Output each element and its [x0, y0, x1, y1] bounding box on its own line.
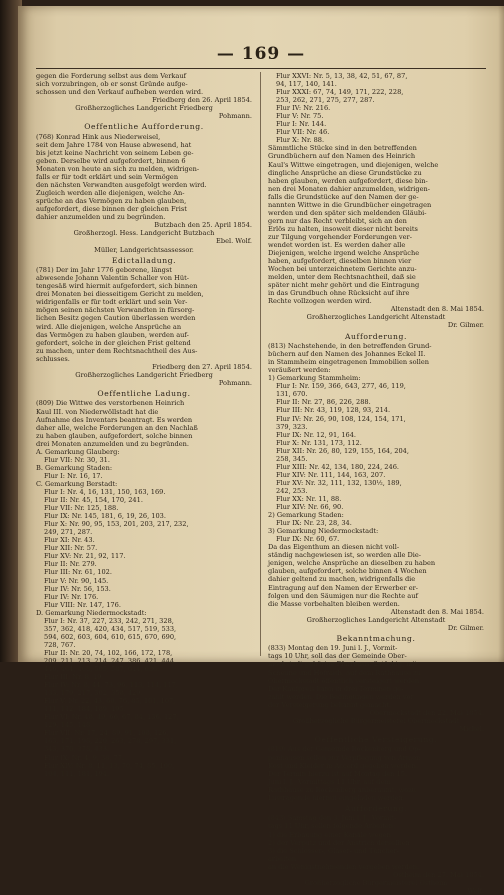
paragraph-line: zu haben glauben, aufgefordert, solche binnen: [36, 431, 193, 440]
parcel-list-line: Flur IX: Nr. 23, 28, 34.: [276, 519, 352, 528]
signature-line: Friedberg den 27. April 1854.: [152, 362, 252, 371]
signature-line: Altenstadt den 8. Mai 1854.: [390, 305, 484, 314]
parcel-list-line: Flur II: Nr. 279.: [44, 560, 97, 569]
parcel-list-line: Flur III: Nr. 43, 119, 128, 93, 214.: [276, 406, 391, 415]
paragraph-line: Scheune und Hofraith, auf dem Rathhause zu: [268, 668, 421, 677]
parcel-list-line: 728, 767.: [44, 640, 76, 649]
parcel-list-line: 131, 670.: [276, 390, 308, 399]
parcel-list-line: Flur II: Nr. 27, 86, 226, 288.: [276, 398, 371, 407]
page-edge-shadow: [498, 6, 504, 662]
parcel-list-line: 163, 171, 198, 220, 263, 278, 297, 331,: [44, 737, 177, 746]
paragraph-line: schossen und den Verkauf aufheben werden wird.: [36, 88, 204, 97]
paragraph-line: sprüche an das Vermögen zu haben glauben,: [36, 197, 187, 206]
paragraph-line: gern nur das Recht verbleibt, sich an den: [268, 216, 407, 225]
paragraph-line: Juni l. J., Vormittags 11 Uhr, auf dem: [268, 777, 391, 786]
paragraph-line: bis jetzt keine Nachricht von seinem Leben ge-: [36, 148, 194, 157]
signature-line: Ebel. Wolf.: [216, 237, 252, 246]
section-heading: Oeffentliche Ladung.: [97, 388, 191, 398]
parcel-list-line: Flur XIII: Nr. 42, 134, 180, 224, 246.: [276, 462, 399, 471]
paragraph-line: falls die Grundstücke auf den Namen der ge-: [268, 192, 419, 201]
parcel-list-line: 249, 271, 287.: [44, 528, 93, 537]
section-heading: Oeffentliche Versteigerung.: [314, 734, 438, 744]
paragraph-line: an die Wenigstnehmenden vergeben werden.: [268, 862, 420, 871]
paragraph-line: lichen Besitz gegen Caution überlassen werden: [36, 314, 196, 323]
parcel-list-line: Flur III: Nr. 8, 19.: [44, 673, 104, 682]
parcel-list-line: Flur X: Nr. 88.: [276, 136, 325, 145]
paragraph-line: melden, unter dem Rechtsnachtheil, daß sie: [268, 273, 416, 282]
paragraph-line: Diejenigen, welche irgend welche Ansprüche: [268, 249, 420, 258]
page-number: — 169 —: [216, 44, 306, 64]
parcel-list-line: Flur VIII: Nr. 147, 176.: [44, 600, 121, 609]
parcel-list-line: Flur VII: Nr. 30, 31.: [44, 455, 110, 464]
signature-line: Altenstadt den 8. Mai 1854.: [390, 607, 484, 616]
paragraph-line: Der Kaufpreis kann in drei Terminen ge-: [268, 684, 404, 693]
parcel-list-line: Flur VI: Nr. 48, 49, 66, 67, 84, 136, 127,: [44, 713, 179, 722]
signature-line: Obermockstadt den 22. Mai 1854.: [369, 708, 484, 717]
paragraph-line: (768) Konrad Hink aus Niederweisel,: [36, 132, 161, 141]
parcel-list-line: 133, 179, 217, 302, 358, 429.: [44, 689, 143, 698]
parcel-list-line: Flur V: Nr. 22, 43, 60, 76, 85, 101, 107,: [44, 697, 176, 706]
paragraph-line: Kost und Kleider in Accord gegeben werden.: [268, 761, 418, 770]
parcel-list-line: Flur X: Nr. 131, 173, 112.: [276, 438, 362, 447]
parcel-list-line: Flur IV: Nr. 216.: [276, 104, 331, 113]
centered-line: Großherzogl. Hess. Landgericht Butzbach: [73, 229, 215, 238]
paragraph-line: dingliche Ansprüche an diese Grundstücke zu: [268, 168, 422, 177]
centered-line: Großherzogliches Landgericht Friedberg: [75, 104, 213, 113]
centered-line: Großherzogliche Bürgermeisterei Obermockstadt: [292, 716, 460, 725]
paragraph-line: nen drei Monaten dahier anzumelden, widrigen-: [268, 184, 430, 193]
signature-line: Ostheim den 27. Mai 1854.: [393, 870, 484, 879]
centered-line: Großherzogliches Landgericht Altenstadt: [306, 313, 446, 322]
parcel-list-line: Flur V: Nr. 75.: [276, 112, 324, 121]
paragraph-line: 1) Gemarkung Stammheim:: [268, 374, 361, 383]
paragraph-line: ständig nachgewiesen ist, so werden alle Die-: [268, 551, 422, 560]
parcel-list-line: Flur XV: Nr. 21, 92, 117.: [44, 552, 126, 561]
paragraph-line: (819) Aus der Gemeinde Rockenberg und Op-: [268, 745, 421, 754]
parcel-list-line: 104, 111, 181, 194.: [44, 769, 110, 778]
paragraph-line: Grundbüchern auf den Namen des Heinrich: [268, 152, 416, 161]
signature-line: Pohmann.: [218, 112, 252, 121]
parcel-list-line: 379, 323.: [276, 422, 308, 431]
paragraph-line: Sämmtliche Stücke sind in den betreffenden: [268, 144, 417, 153]
paragraph-line: Rathhause zu Rockenberg anberaumt, wozu: [268, 785, 416, 794]
parcel-list-line: 446, 464, 468, 505, 587, 614, 636.: [44, 665, 160, 674]
paragraph-line: penhausen sollen zur Verpflegung von Armen: [268, 753, 421, 762]
parcel-list-line: 209, 211, 213, 214, 247, 386, 421, 444,: [44, 656, 177, 665]
paragraph-line: Monaten von heute an sich zu melden, widrigen-: [36, 165, 200, 174]
parcel-list-line: Flur II: Nr. 45, 154, 170, 241.: [44, 496, 143, 505]
paragraph-line: (809) Die Wittwe des verstorbenen Heinrich: [36, 399, 185, 408]
parcel-list-line: Flur IV: Nr. 8, 44, 73, 96, 113, 114, 117,: [44, 681, 178, 690]
paragraph-line: Der Termin hierzu ist auf Montag den 15.: [268, 769, 408, 778]
parcel-list-line: Flur IX: Nr. 4, 9, 38, 77.: [44, 753, 125, 762]
paragraph-line: daher alle, welche Forderungen an den Nachlaß: [36, 423, 198, 432]
parcel-list-line: 129, 145, 148.: [44, 721, 93, 730]
paragraph-line: später nicht mehr gehört und die Eintragung: [268, 281, 420, 290]
centered-line: Großherzogliche Bürgermeisterei Ostheim: [304, 878, 448, 887]
signature-line: Dr. Gilmer.: [447, 321, 484, 330]
signature-line: Friedberg den 26. April 1854.: [152, 96, 252, 105]
paragraph-line: (813) Nachstehende, in den betreffenden Grund-: [268, 342, 432, 351]
paragraph-line: das Vermögen zu haben glauben, werden auf-: [36, 330, 189, 339]
paragraph-line: D. Gemarkung Niedermockstadt:: [36, 608, 147, 617]
column-divider: [260, 72, 261, 656]
signature-line: Wolf.: [467, 886, 484, 895]
paragraph-line: 3) die Schlosser-, Glaser- und Tüncher-: [268, 846, 399, 855]
paragraph-line: gefordert, solche in der gleichen Frist geltend: [36, 338, 191, 347]
signature-line: Butzbach den 25. April 1854.: [154, 221, 252, 230]
parcel-list-line: Flur XIV: Nr. 111, 144, 163, 207.: [276, 470, 386, 479]
paragraph-line: geben. Derselbe wird aufgefordert, binnen 6: [36, 157, 186, 166]
paragraph-line: B. Gemarkung Staden:: [36, 463, 113, 472]
parcel-list-line: Flur XI: Nr. 43.: [44, 536, 95, 545]
parcel-list-line: Flur X: Nr. 90, 95, 153, 201, 203, 217, 232,: [44, 520, 189, 529]
paragraph-line: der Versteigerung bekannt gemacht.: [268, 700, 391, 709]
parcel-list-line: Flur XIV: Nr. 8, 11, 13, 70, 74, 85, 100,: [44, 761, 175, 770]
paragraph-line: (843) Samstag den 3. Juni l. J., Vormit-: [268, 814, 397, 823]
section-heading: Aufforderung.: [344, 803, 408, 813]
parcel-list-line: Flur XX: Nr. 11, 88.: [276, 494, 342, 503]
paragraph-line: schlusses.: [36, 354, 70, 363]
parcel-list-line: Flur IV: Nr. 176.: [44, 592, 99, 601]
paragraph-line: 3) Gemarkung Niedermockstadt:: [268, 527, 379, 536]
parcel-list-line: 343, 370, 378, 433.: [44, 745, 110, 754]
right-column: [268, 72, 484, 895]
paragraph-line: falls er für todt erklärt und sein Vermögen: [36, 173, 179, 182]
paragraph-line: aufgefordert, diese binnen der gleichen Frist: [36, 205, 187, 214]
parcel-list-line: Flur IV: Nr. 26, 90, 108, 124, 154, 171,: [276, 414, 406, 423]
parcel-list-line: Flur IV: Nr. 56, 153.: [44, 584, 111, 593]
paragraph-line: drei Monaten bei diesseitigem Gericht zu melden,: [36, 290, 204, 299]
paragraph-line: büchern auf den Namen des Johannes Eckel II.: [268, 350, 426, 359]
paragraph-line: A. Gemarkung Glauberg:: [36, 447, 120, 456]
signature-line: Mickel.: [459, 724, 484, 733]
paragraph-line: tengesäß wird hiermit aufgefordert, sich binnen: [36, 282, 198, 291]
paragraph-line: haben glauben, werden aufgefordert, diese bin-: [268, 176, 428, 185]
parcel-list-line: Flur I: Nr. 16, 17.: [44, 471, 103, 480]
paragraph-line: Kaul III. von Niederwöllstadt hat die: [36, 407, 159, 416]
signature-line: Pohmann.: [218, 378, 252, 387]
paragraph-line: Lustragende hiermit eingeladen werden.: [268, 793, 405, 802]
paragraph-line: haben, aufgefordert, dieselben binnen vier: [268, 257, 412, 266]
parcel-list-line: Flur XXXI: 67, 74, 149, 171, 222, 228,: [276, 88, 404, 97]
parcel-list-line: 258, 345.: [276, 454, 308, 463]
paragraph-line: sich vorzubringen, ob er sonst Gründe aufge-: [36, 80, 188, 89]
centered-line: Müller, Landgerichtsassessor.: [94, 245, 194, 254]
parcel-list-line: Flur XII: Nr. 57.: [44, 544, 98, 553]
paragraph-line: drei Monaten anzumelden und zu begründen.: [36, 439, 189, 448]
section-heading: Edictalladung.: [111, 255, 177, 265]
paragraph-line: Eintragung auf den Namen der Erwerber er-: [268, 583, 418, 592]
paragraph-line: widrigenfalls er für todt erklärt und sein Ver-: [36, 298, 188, 307]
parcel-list-line: Flur I: Nr. 37, 227, 233, 242, 271, 328,: [44, 616, 174, 625]
paragraph-line: zahlt werden. Die Bedingungen werden vor: [268, 692, 414, 701]
paragraph-line: (781) Der im Jahr 1776 geborene, längst: [36, 266, 172, 275]
paragraph-line: werden und den später sich meldenden Gläubi-: [268, 208, 427, 217]
paragraph-line: Erlös zu halten, insoweit dieser nicht bereits: [268, 224, 418, 233]
paragraph-line: Aufnahme des Inventars beantragt. Es werden: [36, 415, 193, 424]
section-heading: Bekanntmachung.: [336, 633, 416, 643]
header-rule: [36, 68, 486, 69]
parcel-list-line: Flur I: Nr. 4, 16, 131, 150, 163, 169.: [44, 487, 166, 496]
paragraph-line: Da das Eigenthum an diesen nicht voll-: [268, 543, 400, 552]
parcel-list-line: Flur XIV: Nr. 66, 90.: [276, 503, 344, 512]
paragraph-line: 1) die Erbauung einer Kanäle wegen: [268, 830, 391, 839]
paragraph-line: abwesende Johann Valentin Schaller von Hüt-: [36, 274, 189, 283]
paragraph-line: mögen seinen nächsten Verwandten in fürsorg-: [36, 306, 195, 315]
paragraph-line: (833) Montag den 19. Juni l. J., Vormit-: [268, 644, 398, 653]
paragraph-line: tags 11 Uhr, sollen folgende Arbeiten:: [268, 822, 396, 831]
paragraph-line: Kaul's Wittwe eingetragen, und diejenigen, welche: [268, 160, 439, 169]
paragraph-line: zu machen, unter dem Rechtsnachtheil des Aus-: [36, 346, 198, 355]
parcel-list-line: Flur II: Nr. 20, 74, 102, 166, 172, 178,: [44, 648, 173, 657]
parcel-list-line: Flur III: Nr. 61, 102.: [44, 568, 112, 577]
parcel-list-line: Flur V: Nr. 90, 145.: [44, 576, 109, 585]
paragraph-line: Obermockstadt öffentlich versteigert werden.: [268, 676, 422, 685]
paragraph-line: dahier anzumelden und zu begründen.: [36, 213, 166, 222]
paragraph-line: C. Gemarkung Berstadt:: [36, 479, 118, 488]
paragraph-line: 2) Gemarkung Staden:: [268, 511, 344, 520]
paragraph-line: nannten Wittwe in die Grundbücher eingetragen: [268, 200, 432, 209]
paragraph-line: die Masse vorbehalten bleiben werden.: [268, 599, 400, 608]
paragraph-line: tags 10 Uhr, soll das der Gemeinde Ober-: [268, 652, 407, 661]
parcel-list-line: 94, 117, 140, 141.: [276, 80, 337, 89]
paragraph-line: veräußert werden:: [268, 366, 331, 375]
centered-line: Großherzogliches Landgericht Friedberg: [75, 370, 213, 379]
signature-line: Dr. Gilmer.: [447, 623, 484, 632]
centered-line: Großherzogliches Landgericht Altenstadt: [306, 615, 446, 624]
paragraph-line: in das Grundbuch ohne Rücksicht auf ihre: [268, 289, 410, 298]
paragraph-line: wendet worden ist. Es werden daher alle: [268, 240, 406, 249]
paragraph-line: seit dem Jahre 1784 von Hause abwesend, hat: [36, 140, 192, 149]
parcel-list-line: 111, 112, 184, 189, 195.: [44, 705, 126, 714]
paragraph-line: glauben, aufgefordert, solche binnen 4 Wochen: [268, 567, 427, 576]
paragraph-line: 2) der Verputz und der Anstrich derselben: [268, 838, 410, 847]
parcel-list-line: Flur XV: Nr. 32, 111, 132, 130½, 189,: [276, 478, 402, 487]
paragraph-line: jenigen, welche Ansprüche an dieselben zu haben: [268, 559, 436, 568]
parcel-list-line: 253, 262, 271, 275, 277, 287.: [276, 96, 375, 105]
parcel-list-line: Flur VII: Nr. 46.: [276, 128, 330, 137]
parcel-list-line: 594, 602, 603, 604, 610, 615, 670, 690,: [44, 632, 177, 641]
paragraph-line: den nächsten Verwandten ausgefolgt werden wird.: [36, 181, 207, 190]
section-heading: Oeffentliche Aufforderung.: [84, 122, 204, 132]
section-heading: Aufforderung.: [344, 331, 408, 341]
paragraph-line: wird. Alle diejenigen, welche Ansprüche an: [36, 322, 182, 331]
parcel-list-line: Flur IX: Nr. 12, 91, 164.: [276, 430, 357, 439]
parcel-list-line: Flur XXVI: Nr. 5, 13, 38, 42, 51, 67, 87,: [276, 72, 408, 80]
parcel-list-line: Flur IX: Nr. 60, 67.: [276, 535, 340, 544]
document-page: [18, 6, 504, 895]
paragraph-line: mockstadt gehörige Pfarrhaus, 2stöckig, mit: [268, 660, 418, 669]
parcel-list-line: 357, 362, 418, 420, 434, 517, 519, 533,: [44, 624, 177, 633]
parcel-list-line: Flur I: Nr. 159, 366, 643, 277, 46, 119,: [276, 382, 406, 391]
paragraph-line: Wochen bei unterzeichnetem Gerichte anzu-: [268, 265, 417, 274]
parcel-list-line: Flur XII: Nr. 26, 80, 129, 155, 164, 204,: [276, 446, 409, 455]
paragraph-line: Rechte vollzogen werden wird.: [268, 297, 372, 306]
parcel-list-line: Flur IX: Nr. 145, 181, 6, 19, 26, 103.: [44, 512, 166, 521]
parcel-list-line: Flur VII: Nr. 125, 188.: [44, 504, 119, 513]
left-column: [36, 72, 252, 778]
parcel-list-line: Flur I: Nr. 144.: [276, 120, 327, 129]
paragraph-line: dahier geltend zu machen, widrigenfalls die: [268, 575, 416, 584]
paragraph-line: arbeiten: [268, 854, 297, 863]
paragraph-line: folgen und den Säumigen nur die Rechte auf: [268, 591, 418, 600]
paragraph-line: gegen die Forderung selbst aus dem Verkauf: [36, 72, 187, 80]
parcel-list-line: Flur VII: Nr. 17, 24, 89, 91, 108, 126,: [44, 729, 169, 738]
parcel-list-line: 242, 253.: [276, 486, 308, 495]
paragraph-line: in Stammheim eingetragenen Immobilien sollen: [268, 358, 429, 367]
paragraph-line: Zugleich werden alle diejenigen, welche An-: [36, 189, 185, 198]
paragraph-line: zur Tilgung vorgehender Forderungen ver-: [268, 232, 412, 241]
